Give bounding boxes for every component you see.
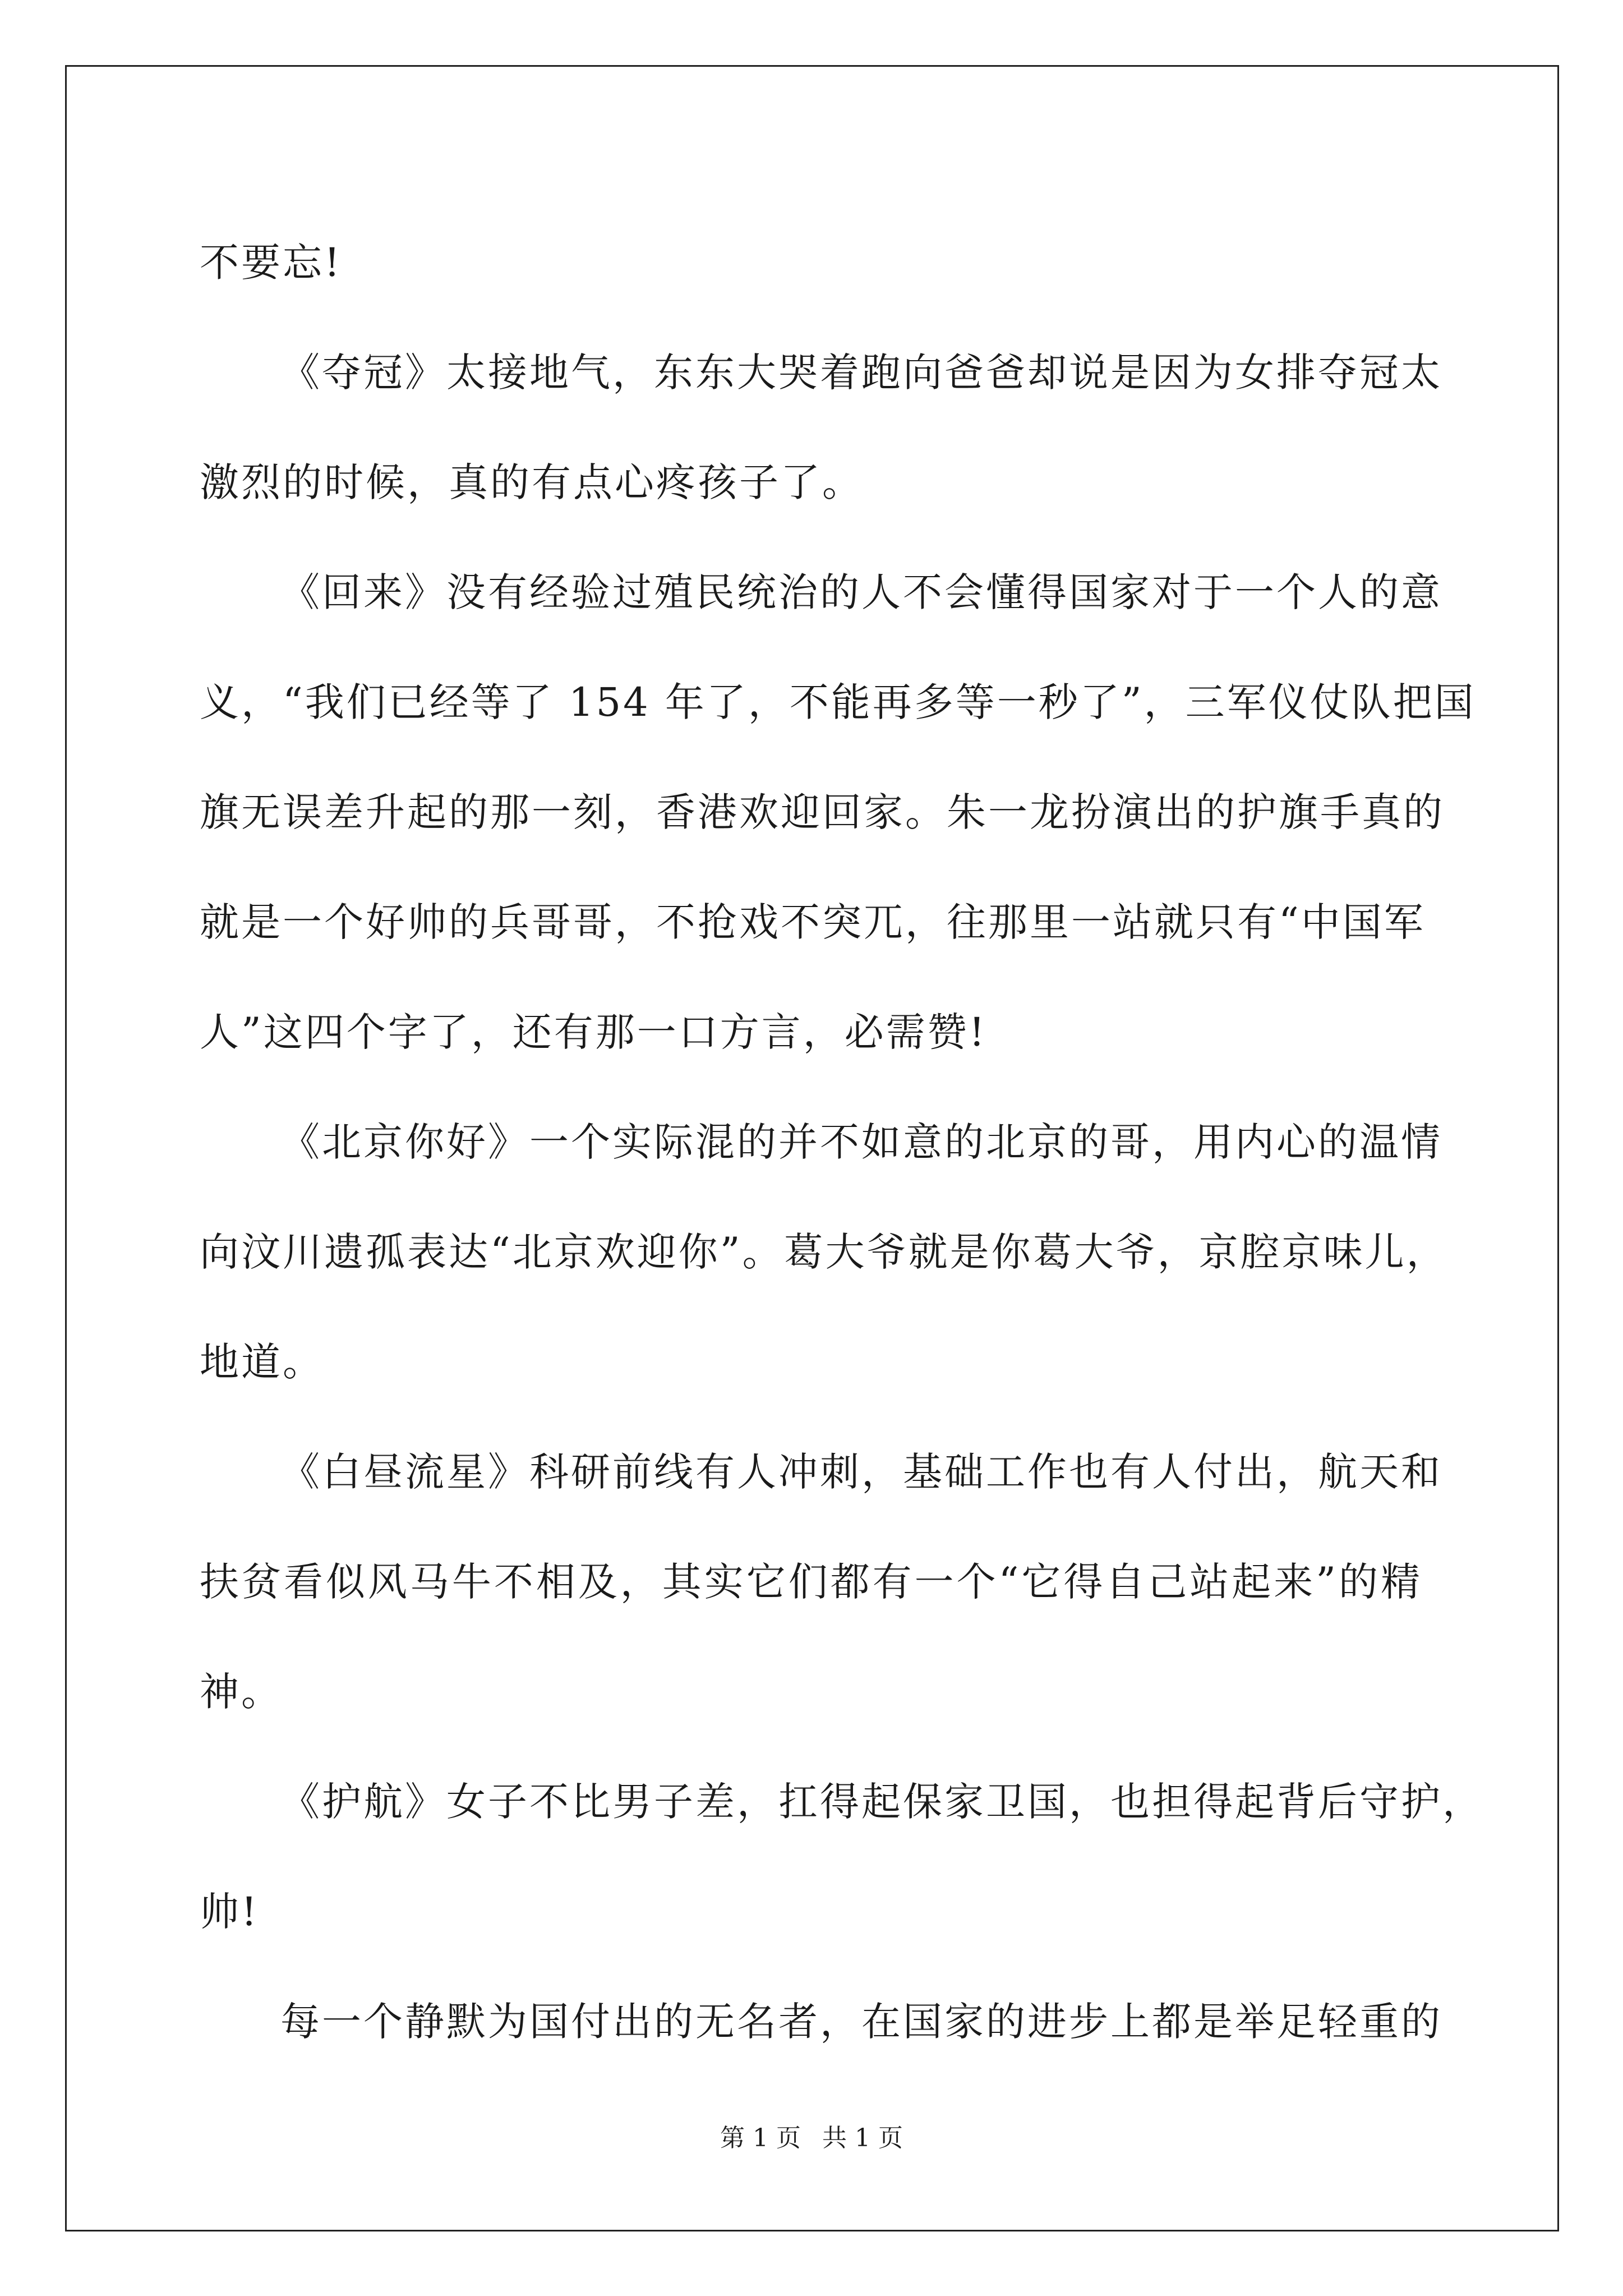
body-line-14: 神。 bbox=[200, 1669, 283, 1715]
body-line-7: 就是一个好帅的兵哥哥，不抢戏不突兀，往那里一站就只有“中国军 bbox=[200, 899, 1426, 945]
body-line-2: 《夺冠》太接地气，东东大哭着跑向爸爸却说是因为女排夺冠太 bbox=[280, 349, 1442, 395]
body-line-10: 向汶川遗孤表达“北京欢迎你”。葛大爷就是你葛大爷，京腔京味儿， bbox=[200, 1229, 1448, 1275]
body-line-15: 《护航》女子不比男子差，扛得起保家卫国，也担得起背后守护， bbox=[280, 1779, 1484, 1825]
page-footer bbox=[0, 2118, 1623, 2154]
body-line-11: 地道。 bbox=[200, 1339, 324, 1385]
body-line-6: 旗无误差升起的那一刻，香港欢迎回家。朱一龙扮演出的护旗手真的 bbox=[200, 789, 1445, 835]
body-line-16: 帅! bbox=[200, 1889, 260, 1935]
body-line-8: 人”这四个字了，还有那一口方言，必需赞! bbox=[200, 1009, 987, 1055]
body-line-17: 每一个静默为国付出的无名者，在国家的进步上都是举足轻重的 bbox=[280, 1999, 1442, 2045]
page-total-label: 共 1 页 bbox=[822, 2124, 903, 2152]
body-line-13: 扶贫看似风马牛不相及，其实它们都有一个“它得自己站起来”的精 bbox=[200, 1559, 1422, 1605]
page-number-label: 第 1 页 bbox=[720, 2124, 801, 2152]
body-line-1: 不要忘! bbox=[200, 240, 343, 286]
document-body bbox=[200, 208, 1484, 2077]
body-line-9: 《北京你好》一个实际混的并不如意的北京的哥，用内心的温情 bbox=[280, 1119, 1442, 1165]
body-line-12: 《白昼流星》科研前线有人冲刺，基础工作也有人付出，航天和 bbox=[280, 1449, 1442, 1495]
body-line-4: 《回来》没有经验过殖民统治的人不会懂得国家对于一个人的意 bbox=[280, 569, 1442, 615]
body-line-3: 激烈的时候，真的有点心疼孩子了。 bbox=[200, 459, 864, 505]
body-line-5: 义，“我们已经等了 154 年了，不能再多等一秒了”，三军仪仗队把国 bbox=[200, 679, 1476, 725]
